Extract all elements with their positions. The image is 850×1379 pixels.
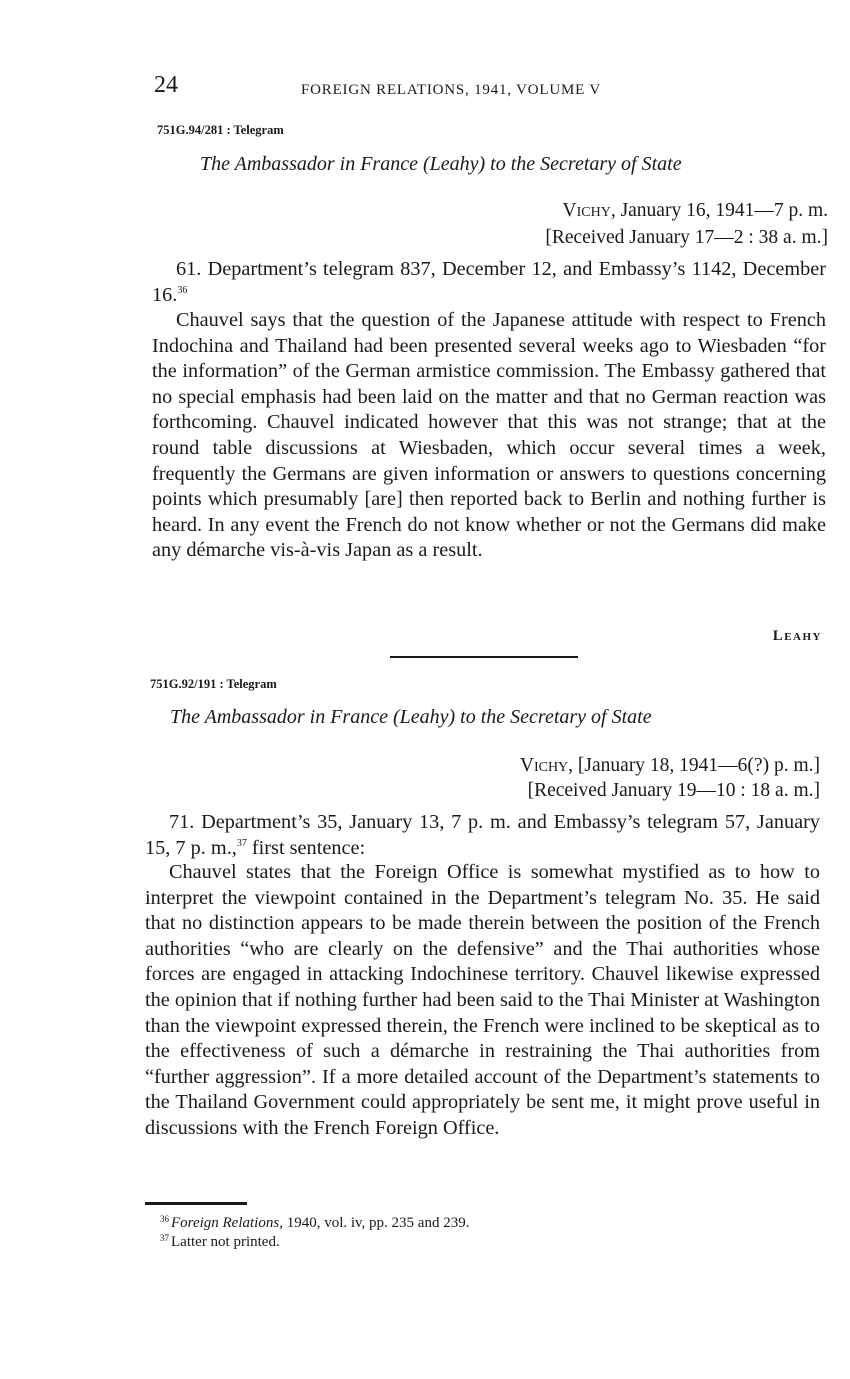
paragraph-text: 61. Department’s telegram 837, December 12, and Embassy’s 1142, December 16. (152, 258, 826, 306)
footnote (160, 1214, 469, 1232)
paragraph: Chauvel says that the question of the Japanese attitude with respect to French Indochina and Thailand had been presented several weeks ago to Wiesbaden “for the information” of the German armistice commission. The Embassy gathered that no special emphasis had been laid on the matter and that no German reaction was forthcoming. Chauvel indicated however that this was not strange; that at the round table discussions at Wiesbaden, which occur several times a week, frequently the Germans are given information or answers to questions concerning points which presumably [are] then reported back to Berlin and nothing further is heard. In any event the French do not know whether or not the Germans did make any démarche vis-à-vis Japan as a result. (152, 309, 826, 562)
running-head (154, 72, 694, 104)
dateline-date: , [January 18, 1941—6(?) p. m.] (568, 755, 820, 776)
footnote-text: , 1940, vol. iv, pp. 235 and 239. (279, 1215, 470, 1231)
signature: Leahy (772, 628, 822, 644)
document-title: The Ambassador in France (Leahy) to the Secretary of State (200, 153, 682, 175)
file-reference: 751G.94/281 : Telegram (157, 123, 284, 137)
paragraph (152, 257, 826, 308)
received-line: [Received January 17—2 : 38 a. m.] (545, 227, 828, 248)
footnote (160, 1233, 280, 1251)
footnote-rule (145, 1202, 247, 1205)
file-reference: 751G.92/191 : Telegram (150, 677, 277, 691)
paragraph: Chauvel states that the Foreign Office is somewhat mystified as to how to interpret the viewpoint contained in the Department’s telegram No. 35. He said that no distinction appears to be made therein between the position of the French authorities “who are clearly on the defensive” and the Thai authorities whose forces are engaged in attacking Indochinese territory. Chauvel likewise expressed the opinion that if nothing further had been said to the Thai Minister at Washington than the viewpoint expressed therein, the French were inclined to be skeptical as to the effectiveness of such a démarche in restraining the Thai authorities from “further aggression”. If a more detailed account of the Department’s statements to the Thailand Government could appropriately be sent me, it might prove useful in discussions with the French Foreign Office. (145, 861, 820, 1139)
footnote-reference: 36 (177, 284, 188, 296)
received-line: [Received January 19—10 : 18 a. m.] (527, 780, 820, 801)
document-title: The Ambassador in France (Leahy) to the Secretary of State (170, 706, 652, 728)
page-number: 24 (154, 72, 178, 98)
paragraph-text: first sentence: (246, 836, 366, 859)
footnote-mark: 36 (160, 1214, 169, 1224)
footnote-mark: 37 (160, 1233, 169, 1243)
footnote-text: Latter not printed. (171, 1234, 280, 1250)
paragraph (145, 810, 820, 861)
section-divider (390, 656, 578, 658)
footnote-reference: 37 (236, 837, 247, 849)
dateline-place: Vichy (519, 755, 569, 776)
dateline (520, 755, 820, 777)
dateline (563, 200, 829, 222)
paragraph-text: 71. Department’s 35, January 13, 7 p. m. and Embassy’s telegram 57, January 15, 7 p. m., (145, 811, 820, 859)
running-title: FOREIGN RELATIONS, 1941, VOLUME V (301, 82, 602, 98)
footnote-source: Foreign Relations (171, 1215, 280, 1231)
dateline-date: , January 16, 1941—7 p. m. (610, 200, 828, 221)
dateline-place: Vichy (562, 200, 611, 221)
